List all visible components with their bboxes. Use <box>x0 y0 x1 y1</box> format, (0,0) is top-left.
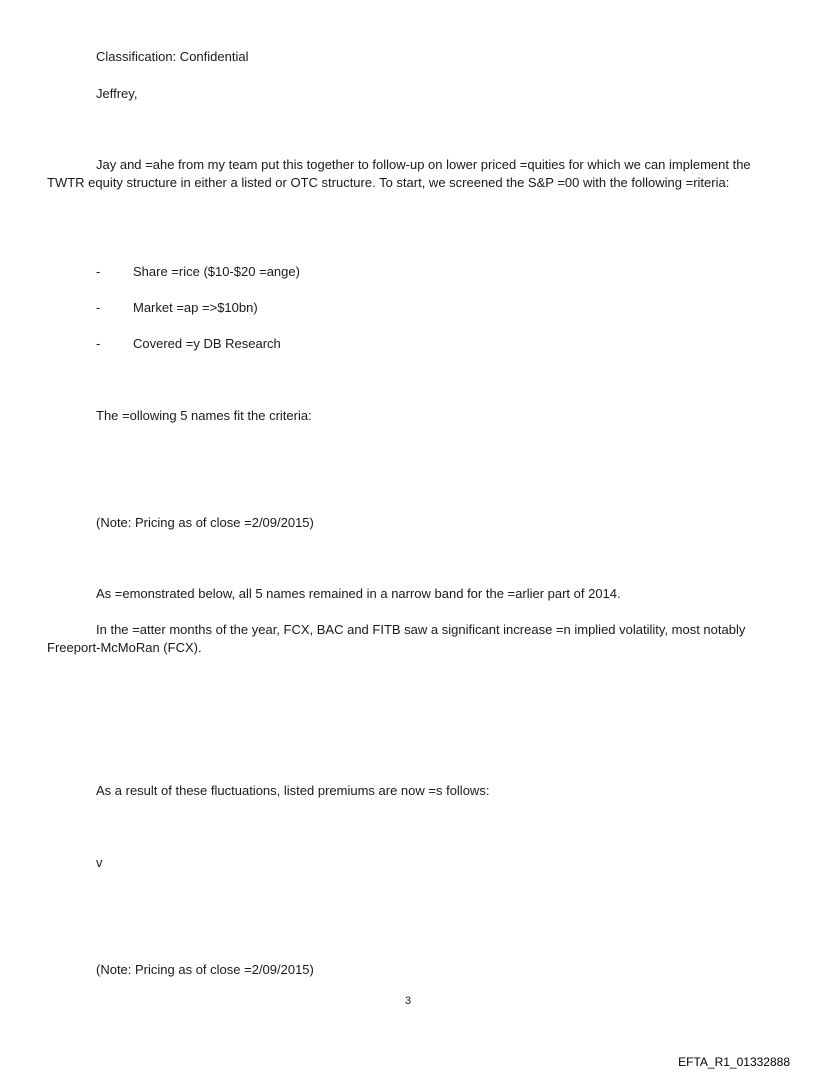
criteria-item-share-price: Share =rice ($10-$20 =ange) <box>133 264 300 279</box>
page-number: 3 <box>404 995 412 1007</box>
result-line: As a result of these fluctuations, listed premiums are now =s follows: <box>96 783 490 798</box>
intro-paragraph <box>47 156 767 192</box>
salutation: Jeffrey, <box>96 86 138 101</box>
document-id: EFTA_R1_01332888 <box>678 1055 790 1069</box>
classification-label: Classification: Confidential <box>96 49 249 64</box>
criteria-dash: - <box>96 264 101 279</box>
pricing-note-1: (Note: Pricing as of close =2/09/2015) <box>96 515 314 530</box>
intro-paragraph-text: Jay and =ahe from my team put this together to follow-up on lower priced =quities for which we can implement the TWTR equity structure in either a listed or OTC structure. To start, we screened the S&P =00 with the following =riteria: <box>47 157 751 190</box>
criteria-item-coverage: Covered =y DB Research <box>133 336 281 351</box>
demonstrated-line: As =emonstrated below, all 5 names remained in a narrow band for the =arlier part of 2014. <box>96 586 621 601</box>
names-fit-line: The =ollowing 5 names fit the criteria: <box>96 408 312 423</box>
pricing-note-2: (Note: Pricing as of close =2/09/2015) <box>96 962 314 977</box>
criteria-dash: - <box>96 336 101 351</box>
criteria-dash: - <box>96 300 101 315</box>
latter-months-text: In the =atter months of the year, FCX, BAC and FITB saw a significant increase =n implied volatility, most notably Freeport-McMoRan (FCX). <box>47 622 746 655</box>
latter-months-paragraph <box>47 621 767 657</box>
criteria-item-market-cap: Market =ap =>$10bn) <box>133 300 258 315</box>
stray-character: v <box>96 855 103 870</box>
